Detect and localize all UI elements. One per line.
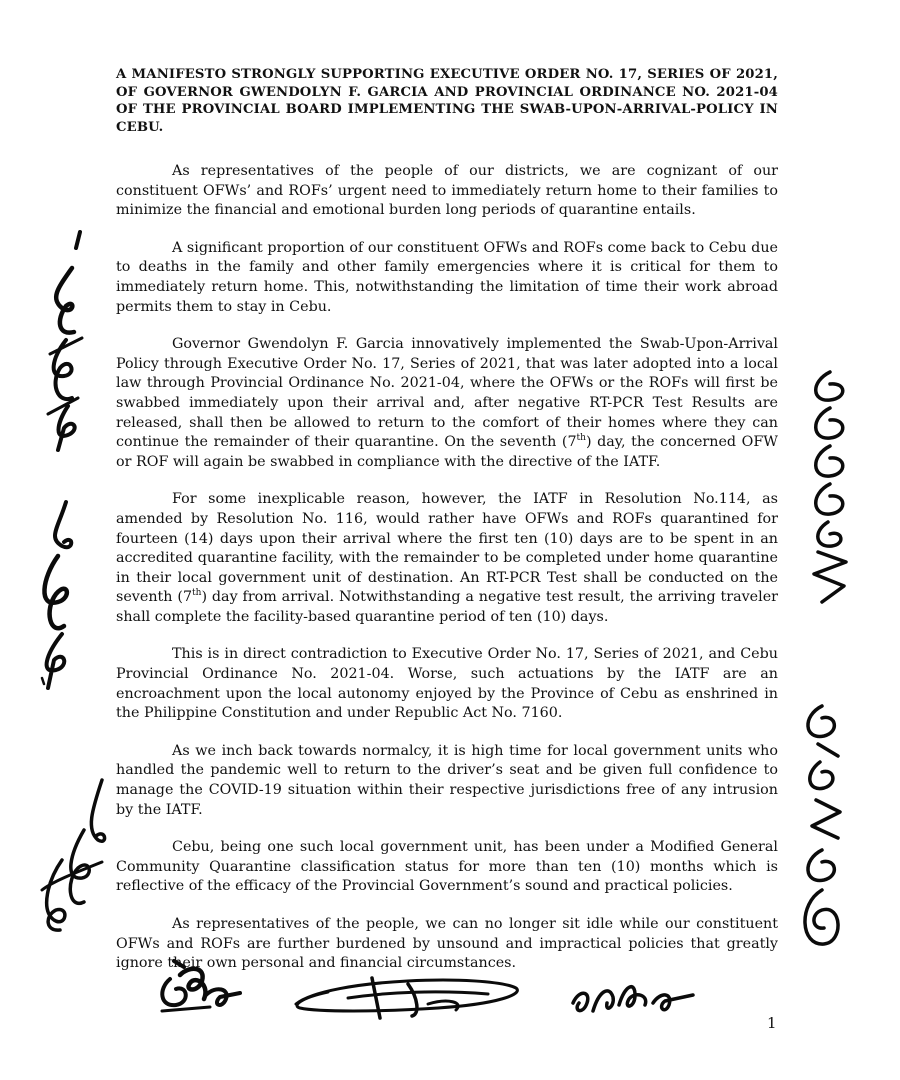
signature-bottom-center [288, 968, 528, 1026]
document-body [116, 162, 778, 992]
signature-right-bottom [792, 700, 852, 960]
paragraph-4 [116, 490, 778, 627]
paragraph-1: As representatives of the people of our districts, we are cognizant of our constituent OFWs’ and ROFs’ urgent need to immediately return home to their families to minimize the financial and emotional burden long periods of quarantine entails. [116, 163, 778, 219]
page-number: 1 [767, 1014, 777, 1032]
paragraph-2: A significant proportion of our constituent OFWs and ROFs come back to Cebu due to deaths in the family and other family emergencies where it is critical for them to immediately return home. This, notwithstanding the limitation of time their work abroad permits them to stay in Cebu. [116, 239, 778, 315]
ordinal-suffix: th [576, 433, 586, 444]
signature-bottom-right [565, 975, 705, 1025]
signature-bottom-left [150, 955, 250, 1020]
paragraph-8: As representatives of the people, we can no longer sit idle while our constituent OFWs and ROFs are further burdened by unsound and impractical policies that greatly ignore their own personal and financial circumstances. [116, 916, 778, 972]
paragraph-3-text-b: ) day, the concerned OFW or ROF will again be swabbed in compliance with the directive of the IATF. [116, 434, 778, 470]
paragraph-4-text-b: ) day from arrival. Notwithstanding a negative test result, the arriving traveler shall complete the facility-based quarantine period of ten (10) days. [116, 589, 779, 625]
paragraph-4-text-a: For some inexplicable reason, however, the IATF in Resolution No.114, as amended by Resolution No. 116, would rather have OFWs and ROFs quarantined for fourteen (14) days upon their arrival where the first ten (10) days are to be spent in an accredited quarantine facility, with the remainder to be completed under home quarantine in their local government unit of destination. An RT-PCR Test shall be conducted on the seventh (7 [116, 491, 778, 606]
signature-right-top [800, 362, 860, 612]
paragraph-3 [116, 335, 778, 472]
paragraph-5: This is in direct contradiction to Executive Order No. 17, Series of 2021, and Cebu Provincial Ordinance No. 2021-04. Worse, such actuations by the IATF are an encroachment upon the local autonomy enjoyed by the Province of Cebu as enshrined in the Philippine Constitution and under Republic Act No. 7160. [116, 646, 778, 722]
document-title: A MANIFESTO STRONGLY SUPPORTING EXECUTIVE ORDER NO. 17, SERIES OF 2021, OF GOVERNOR GWENDOLYN F. GARCIA AND PROVINCIAL ORDINANCE NO. 2021-04 OF THE PROVINCIAL BOARD IMPLEMENTING THE SWAB-UPON-ARRIVAL-POLICY IN CEBU. [116, 67, 778, 135]
signature-left-top [28, 228, 98, 458]
paragraph-7: Cebu, being one such local government unit, has been under a Modified General Community Quarantine classification status for more than ten (10) months which is reflective of the efficacy of the Provincial Government’s sound and practical policies. [116, 839, 778, 895]
signature-left-bottom [32, 770, 122, 940]
ordinal-suffix: th [192, 588, 202, 599]
paragraph-6: As we inch back towards normalcy, it is high time for local government units who handled the pandemic well to return to the driver’s seat and be given full confidence to manage the COVID-19 situation within their respective jurisdictions free of any intrusion by the IATF. [116, 742, 778, 818]
paragraph-3-text-a: Governor Gwendolyn F. Garcia innovatively implemented the Swab-Upon-Arrival Policy through Executive Order No. 17, Series of 2021, that was later adopted into a local law through Provincial Ordinance No. 2021-04, where the OFWs or the ROFs will first be swabbed immediately upon their arrival and, after negative RT-PCR Test Results are released, shall then be allowed to return to the comfort of their homes where they can continue the remainder of their quarantine. On the seventh (7 [116, 336, 778, 451]
signature-left-middle [28, 498, 88, 698]
